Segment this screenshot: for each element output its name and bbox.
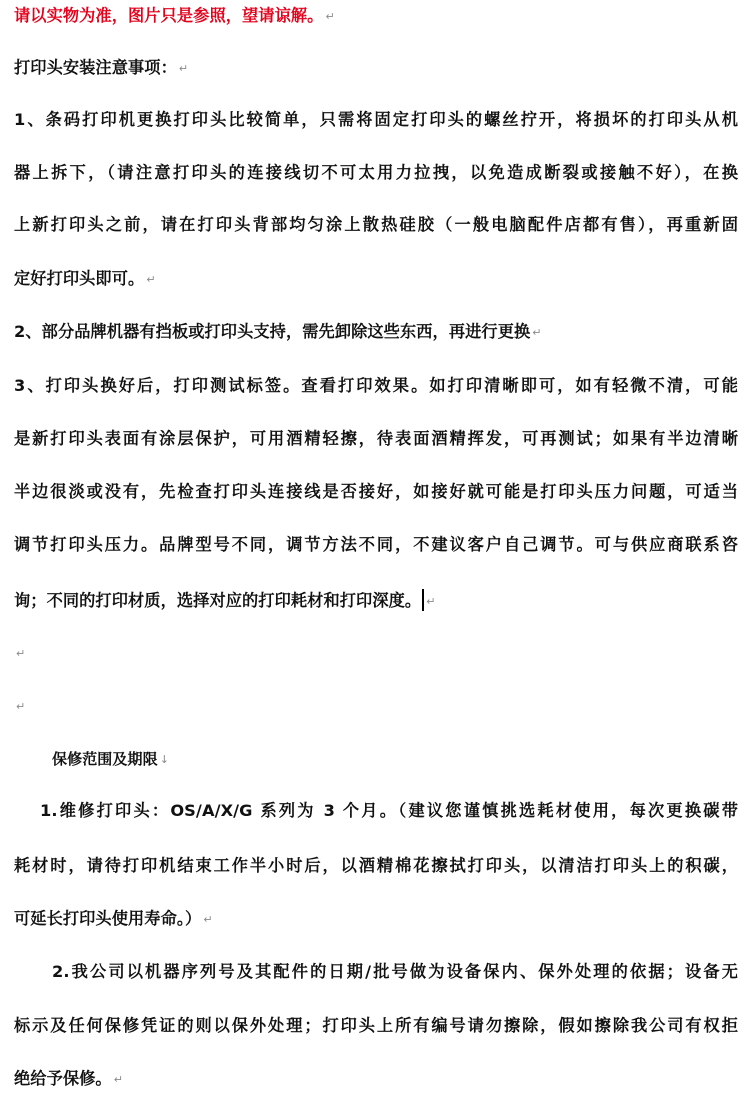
empty-line <box>14 643 738 664</box>
text-run: 1、条码打印机更换打印头比较简单，只需将固定打印头的螺丝拧开，将损坏的打印头从机 <box>14 110 738 129</box>
text-run: 半边很淡或没有，先检查打印头连接线是否接好，如接好就可能是打印头压力问题，可适当 <box>14 482 738 501</box>
install-p2 <box>14 322 738 343</box>
install-title <box>14 58 738 79</box>
install-p1-line-2 <box>14 163 738 183</box>
paragraph-mark-icon: ↵ <box>532 326 542 339</box>
paragraph-mark-icon: ↵ <box>203 913 213 926</box>
text-run: 绝给予保修。 <box>14 1069 112 1088</box>
line-break-mark-icon: ↓ <box>159 753 170 766</box>
text-run: 器上拆下，（请注意打印头的连接线切不可太用力拉拽，以免造成断裂或接触不好），在换 <box>14 163 738 182</box>
warranty-title <box>52 749 738 770</box>
text-run: 2、部分品牌机器有挡板或打印头支持，需先卸除这些东西，再进行更换 <box>14 322 531 341</box>
install-p1-line-1 <box>14 110 738 130</box>
text-run: 可延长打印头使用寿命。） <box>14 909 202 928</box>
paragraph-mark-icon: ↵ <box>146 273 156 286</box>
text-run: 耗材时，请待打印机结束工作半小时后，以酒精棉花擦拭打印头，以清洁打印头上的积碳， <box>14 856 738 875</box>
paragraph-mark-icon: ↵ <box>178 62 189 75</box>
install-p1-line-4 <box>14 269 738 290</box>
warranty-p2-line-3 <box>14 1069 738 1090</box>
install-p3-line-3 <box>14 482 738 502</box>
install-title-text: 打印头安装注意事项： <box>14 58 177 77</box>
install-p1-line-3 <box>14 215 738 235</box>
warranty-p2-line-2 <box>14 1016 738 1036</box>
paragraph-mark-icon: ↵ <box>426 595 436 608</box>
notice-line <box>14 6 738 27</box>
text-run: 询；不同的打印材质，选择对应的打印耗材和打印深度。 <box>14 591 422 610</box>
text-cursor <box>422 589 424 611</box>
warranty-p1-line-2 <box>14 856 738 876</box>
text-run: 是新打印头表面有涂层保护，可用酒精轻擦，待表面酒精挥发，可再测试；如果有半边清晰 <box>14 429 738 448</box>
paragraph-mark-icon: ↵ <box>113 1073 124 1086</box>
text-run: 调节打印头压力。品牌型号不同，调节方法不同，不建议客户自己调节。可与供应商联系咨 <box>14 535 738 554</box>
warranty-title-text: 保修范围及期限 <box>52 750 158 768</box>
paragraph-mark-icon: ↵ <box>16 647 26 660</box>
text-run: 定好打印头即可。 <box>14 269 145 288</box>
paragraph-mark-icon: ↵ <box>16 700 26 713</box>
notice-text: 请以实物为准，图片只是参照，望请谅解。 <box>14 6 324 25</box>
install-p3-line-1 <box>14 376 738 396</box>
install-p3-line-5 <box>14 589 738 612</box>
install-p3-line-4 <box>14 535 738 555</box>
install-p3-line-2 <box>14 429 738 449</box>
text-run: 2.我公司以机器序列号及其配件的日期/批号做为设备保内、保外处理的依据；设备无 <box>52 962 738 981</box>
empty-line <box>14 696 738 717</box>
text-run: 3、打印头换好后，打印测试标签。查看打印效果。如打印清晰即可，如有轻微不清，可能 <box>14 376 738 395</box>
text-run: 标示及任何保修凭证的则以保外处理；打印头上所有编号请勿擦除，假如擦除我公司有权拒 <box>14 1016 738 1035</box>
text-run: 1.维修打印头：OS/A/X/G 系列为 3 个月。（建议您谨慎挑选耗材使用，每次更换碳带 <box>40 801 738 820</box>
paragraph-mark-icon: ↵ <box>325 10 335 23</box>
warranty-p1-line-1 <box>40 801 738 821</box>
warranty-p1-line-3 <box>14 909 738 930</box>
text-run: 上新打印头之前，请在打印头背部均匀涂上散热硅胶（一般电脑配件店都有售），再重新固 <box>14 215 738 234</box>
warranty-p2-line-1 <box>52 962 738 982</box>
